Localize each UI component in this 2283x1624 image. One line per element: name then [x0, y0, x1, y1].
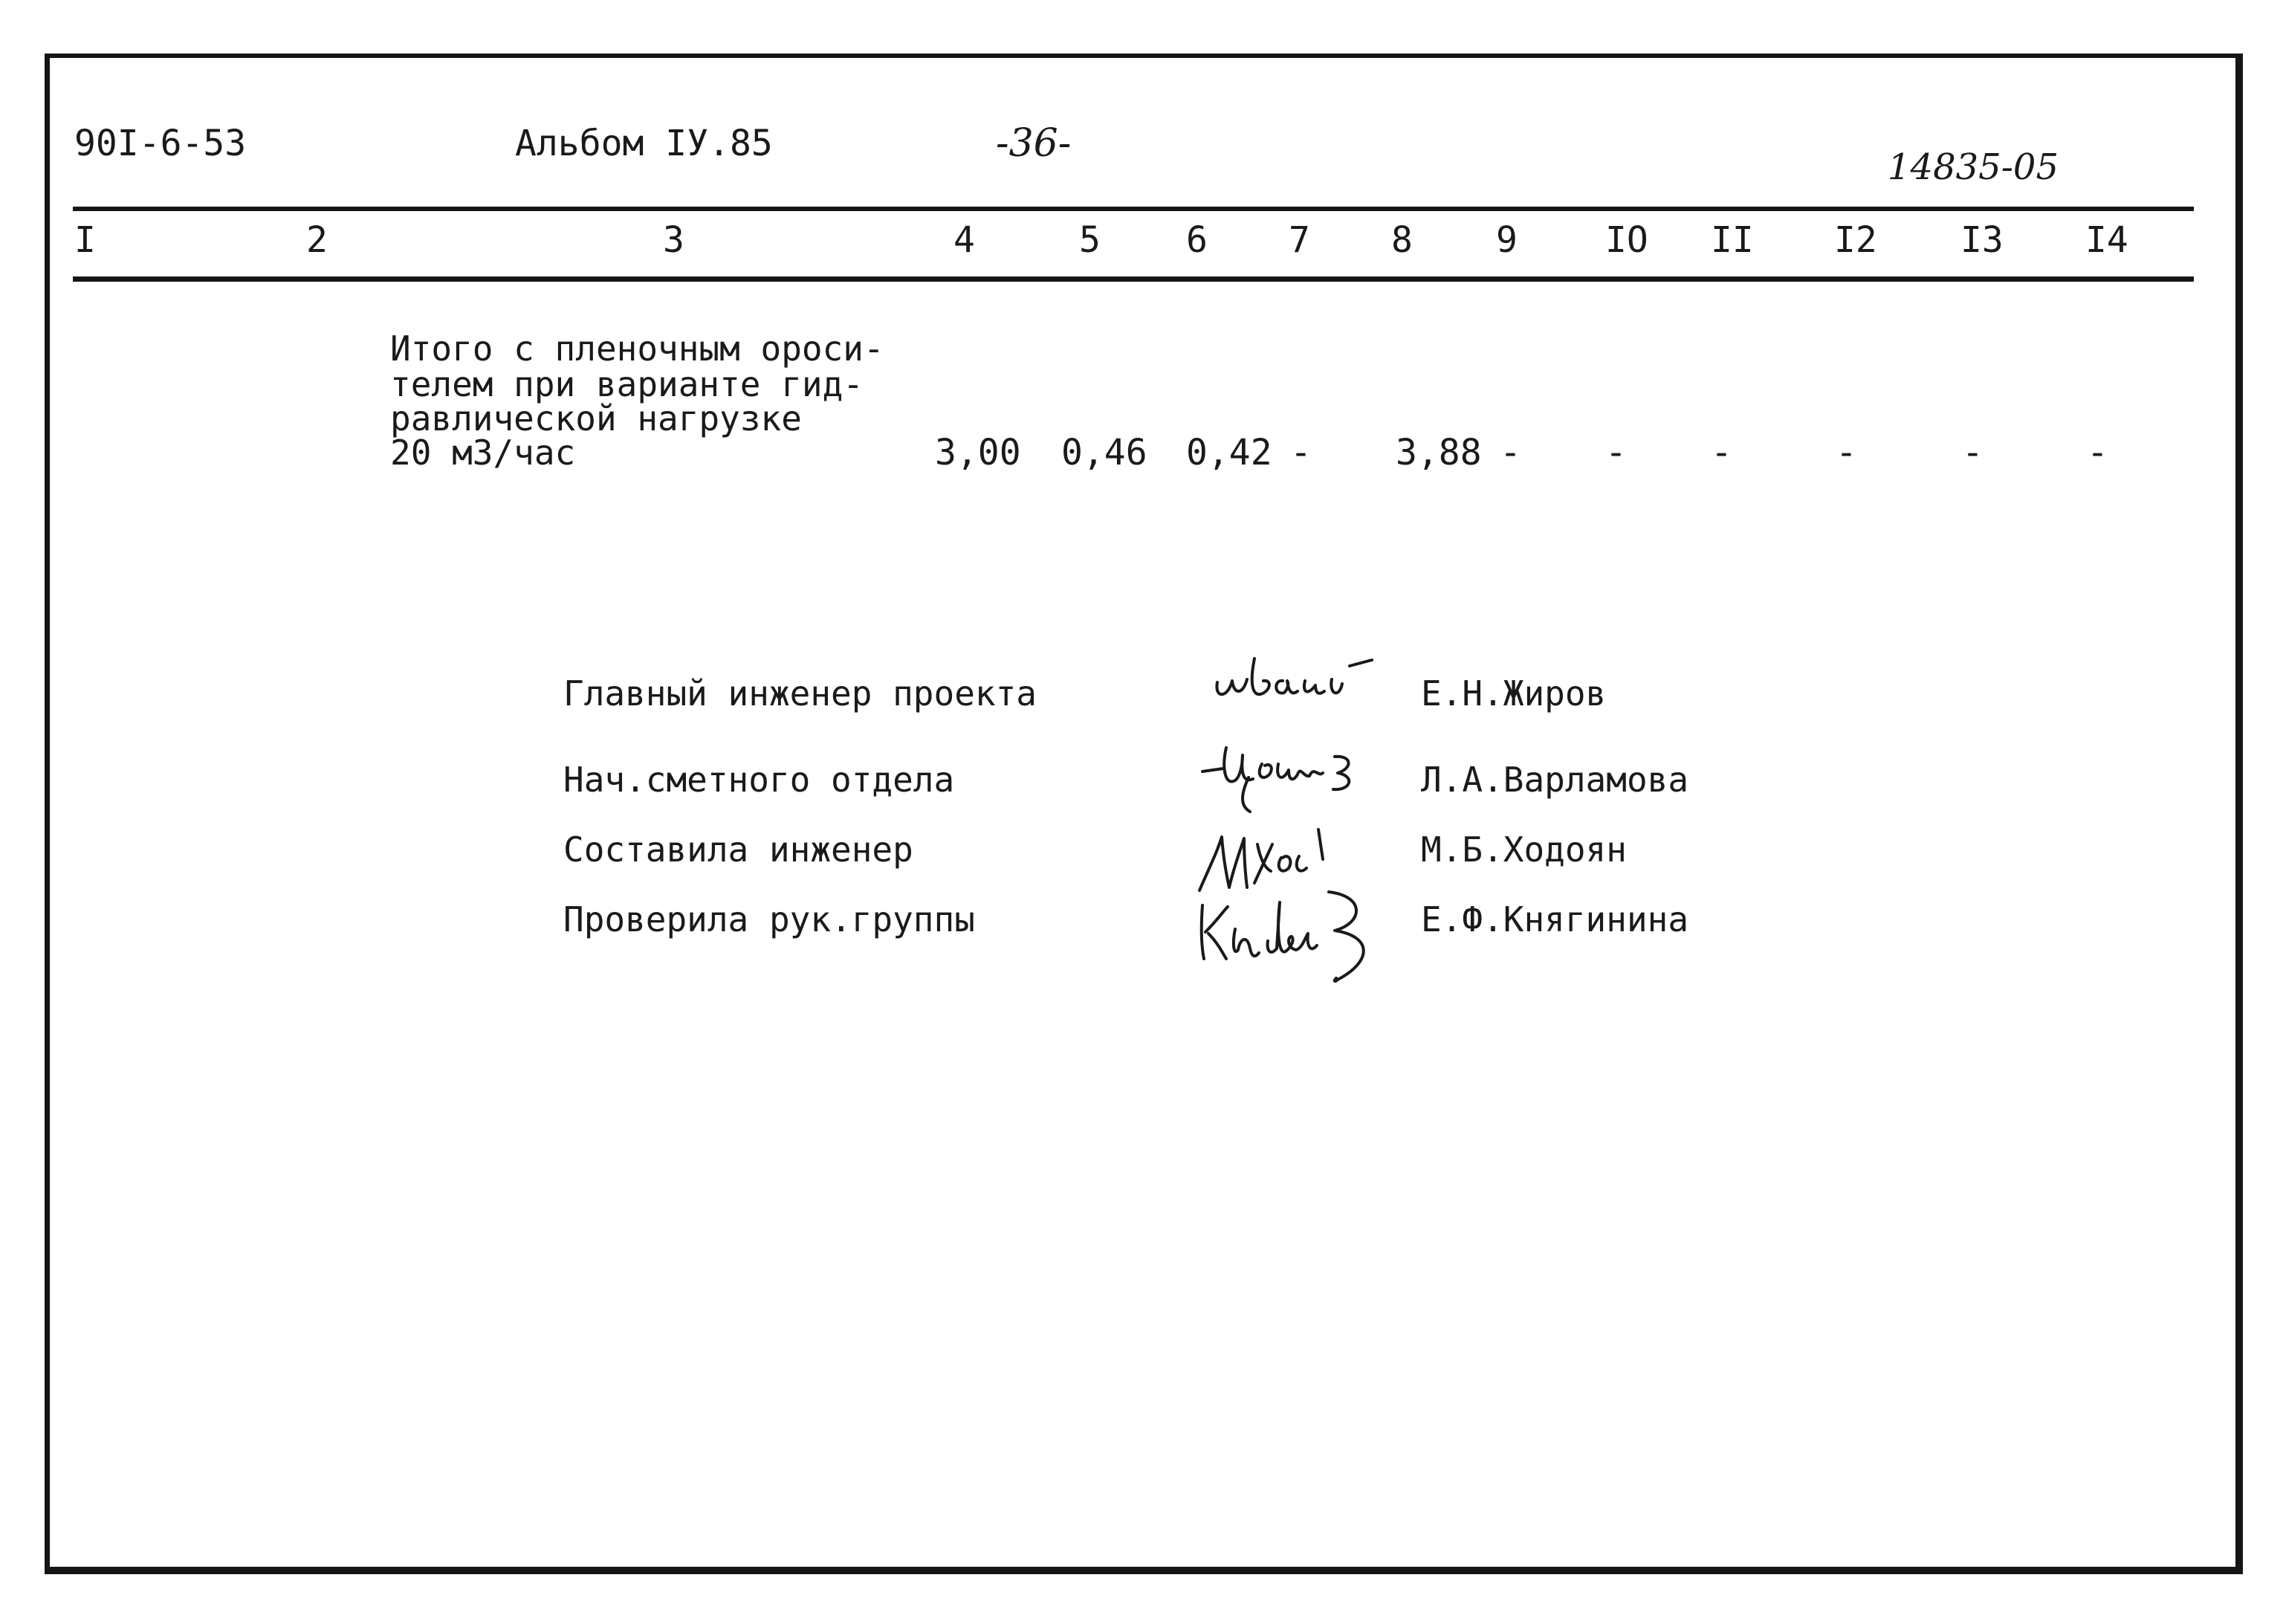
value-cell: 0,46: [1061, 432, 1147, 473]
signature-role: Нач.сметного отдела: [563, 760, 955, 800]
document-code: 90I-6-53: [74, 123, 247, 164]
signature-name: Е.Ф.Княгинина: [1421, 899, 1689, 939]
value-cell: 3,00: [935, 432, 1021, 473]
value-cell: -: [2087, 432, 2108, 473]
page-number: -36-: [996, 121, 1072, 166]
column-number: 4: [953, 219, 975, 261]
description-line: равлической нагрузке: [390, 398, 802, 439]
value-cell: -: [1500, 432, 1521, 473]
value-cell: -: [1836, 432, 1857, 473]
signature-handwritten: [1196, 734, 1375, 816]
column-number: 8: [1391, 219, 1413, 261]
column-number: 9: [1496, 219, 1518, 261]
column-number: IO: [1605, 219, 1648, 261]
column-number: II: [1711, 219, 1754, 261]
signature-handwritten: [1195, 884, 1403, 989]
column-number: 6: [1186, 219, 1208, 261]
signature-name: Л.А.Варламова: [1421, 760, 1689, 800]
value-cell: 3,88: [1396, 432, 1482, 473]
value-cell: -: [1711, 432, 1732, 473]
value-cell: -: [1605, 432, 1627, 473]
description-line: 20 м3/час: [390, 433, 576, 473]
column-number: I4: [2085, 219, 2128, 261]
signature-role: Составила инженер: [563, 829, 913, 870]
signature-handwritten: [1211, 647, 1382, 714]
column-number: 7: [1289, 219, 1310, 261]
column-number: I3: [1960, 219, 2004, 261]
signature-role: Проверила рук.группы: [563, 899, 975, 939]
value-cell: -: [1290, 432, 1312, 473]
value-cell: -: [1962, 432, 1984, 473]
value-cell: 0,42: [1186, 432, 1272, 473]
column-rule: [73, 276, 2194, 282]
column-number: I2: [1834, 219, 1877, 261]
album-label: Альбом IУ.85: [515, 123, 773, 164]
column-number: 3: [663, 219, 684, 261]
signature-name: М.Б.Ходоян: [1421, 829, 1627, 870]
column-number: 2: [306, 219, 328, 261]
signature-name: Е.Н.Жиров: [1421, 673, 1607, 714]
column-number: 5: [1079, 219, 1101, 261]
header-rule: [73, 207, 2194, 211]
description-line: Итого с пленочным ороси-: [390, 329, 884, 369]
column-number: I: [74, 219, 96, 261]
description-line: телем при варианте гид-: [390, 364, 864, 404]
inventory-number: 14835-05: [1888, 146, 2059, 188]
signature-role: Главный инженер проекта: [563, 673, 1037, 714]
